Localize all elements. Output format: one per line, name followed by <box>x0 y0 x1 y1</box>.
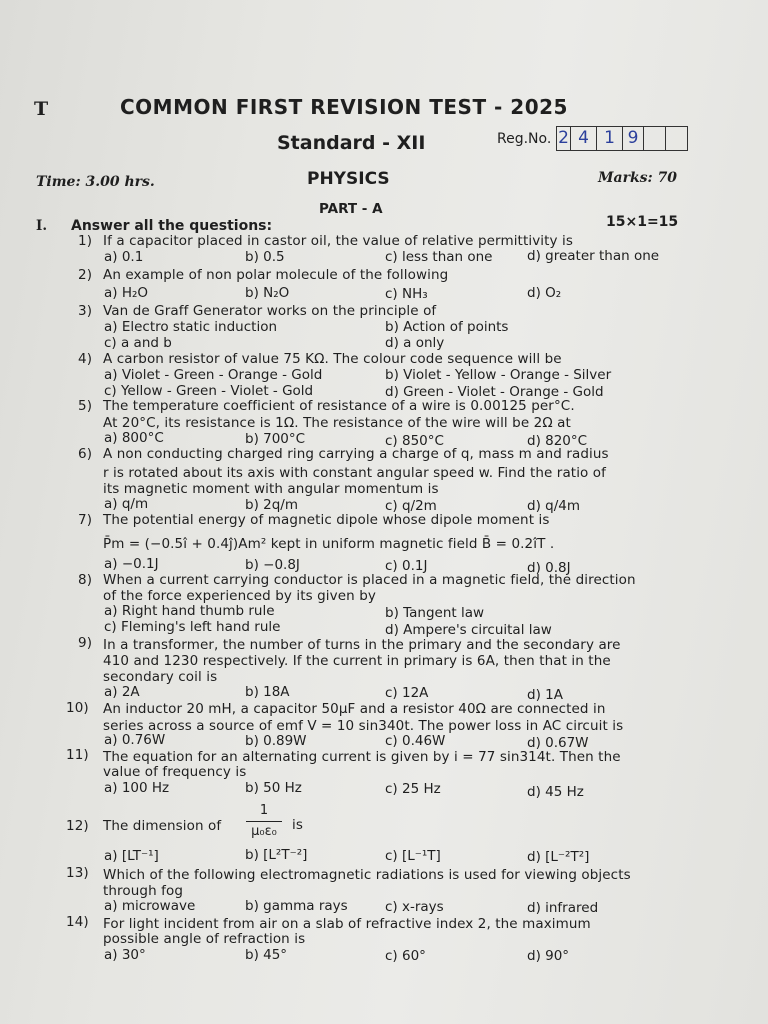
question-text: The dimension of <box>103 818 222 834</box>
option-d[interactable]: d) q/4m <box>527 498 580 514</box>
question-text: 410 and 1230 respectively. If the current in primary is 6A, then that in the <box>103 653 611 669</box>
option-d[interactable]: d) greater than one <box>527 248 660 264</box>
option-a[interactable]: a) [LT⁻¹] <box>104 848 159 864</box>
option-d[interactable]: d) 1A <box>527 687 563 703</box>
option-d[interactable]: d) 820°C <box>527 433 588 449</box>
option-a[interactable]: a) Violet - Green - Orange - Gold <box>104 367 323 383</box>
fraction-numerator: 1 <box>259 803 269 818</box>
option-d[interactable]: d) a only <box>385 335 445 351</box>
question-text: value of frequency is <box>103 764 247 780</box>
option-b[interactable]: b) 18A <box>245 684 290 700</box>
option-c[interactable]: c) 0.1J <box>385 558 428 574</box>
question-text: series across a source of emf V = 10 sin340t. The power loss in AC circuit is <box>103 718 624 734</box>
option-d[interactable]: d) 0.67W <box>527 735 589 751</box>
option-d[interactable]: d) Green - Violet - Orange - Gold <box>385 384 604 400</box>
option-b[interactable]: b) Violet - Yellow - Orange - Silver <box>385 367 612 383</box>
question-number: 10) <box>66 700 89 716</box>
question-text: P̄m = (−0.5î + 0.4ĵ)Am² kept in uniform magnetic field B̄ = 0.2îT . <box>103 536 555 552</box>
question-number: 6) <box>78 446 93 462</box>
question-text: The equation for an alternating current is given by i = 77 sin314t. Then the <box>103 749 621 765</box>
question-text: In a transformer, the number of turns in the primary and the secondary are <box>103 637 621 653</box>
option-c[interactable]: c) Fleming's left hand rule <box>104 619 281 635</box>
option-c[interactable]: c) x-rays <box>385 899 444 915</box>
option-b[interactable]: b) 700°C <box>245 431 306 447</box>
option-c[interactable]: c) 850°C <box>385 433 444 449</box>
option-c[interactable]: c) 12A <box>385 685 429 701</box>
reg-digit-box[interactable]: 9 <box>623 126 644 151</box>
question-text: of the force experienced by its given by <box>103 588 376 604</box>
question-number: 11) <box>66 747 89 763</box>
fraction-bar <box>246 821 282 822</box>
option-b[interactable]: b) 45° <box>245 947 288 963</box>
option-d[interactable]: d) 0.8J <box>527 560 571 576</box>
part-label: PART - A <box>319 201 383 217</box>
question-text: secondary coil is <box>103 669 218 685</box>
option-c[interactable]: c) Yellow - Green - Violet - Gold <box>104 383 314 399</box>
time-label: Time: 3.00 hrs. <box>36 174 155 190</box>
question-text: Van de Graff Generator works on the principle of <box>103 303 437 319</box>
option-d[interactable]: d) [L⁻²T²] <box>527 849 590 865</box>
section-instruction: Answer all the questions: <box>71 218 273 234</box>
option-c[interactable]: c) 60° <box>385 948 426 964</box>
option-d[interactable]: d) infrared <box>527 900 599 916</box>
option-a[interactable]: a) 0.76W <box>104 732 166 748</box>
question-text: A carbon resistor of value 75 KΩ. The colour code sequence will be <box>103 351 562 367</box>
question-text: r is rotated about its axis with constant angular speed w. Find the ratio of <box>103 465 607 481</box>
section-number: I. <box>36 218 48 234</box>
question-text: If a capacitor placed in castor oil, the value of relative permittivity is <box>103 233 573 249</box>
option-a[interactable]: a) microwave <box>104 898 196 914</box>
option-c[interactable]: c) [L⁻¹T] <box>385 848 441 864</box>
question-text: The temperature coefficient of resistance of a wire is 0.00125 per°C. <box>103 398 575 414</box>
option-c[interactable]: c) a and b <box>104 335 172 351</box>
fraction-denominator: μ₀ε₀ <box>251 824 277 839</box>
option-a[interactable]: a) 2A <box>104 684 140 700</box>
question-number: 12) <box>66 818 89 834</box>
question-text: possible angle of refraction is <box>103 931 306 947</box>
reg-digit-box[interactable]: 2 <box>556 126 571 151</box>
section-marks: 15×1=15 <box>606 214 679 230</box>
question-text: A non conducting charged ring carrying a charge of q, mass m and radius <box>103 446 609 462</box>
option-b[interactable]: b) −0.8J <box>245 557 300 573</box>
reg-digit-box[interactable] <box>644 126 666 151</box>
question-number: 1) <box>78 233 93 249</box>
standard-label: Standard - XII <box>277 132 426 154</box>
option-a[interactable]: a) 0.1 <box>104 249 144 265</box>
option-c[interactable]: c) less than one <box>385 249 493 265</box>
question-text: The potential energy of magnetic dipole whose dipole moment is <box>103 512 550 528</box>
option-c[interactable]: c) NH₃ <box>385 286 428 302</box>
option-b[interactable]: b) [L²T⁻²] <box>245 847 308 863</box>
question-number: 14) <box>66 914 89 930</box>
option-b[interactable]: b) Action of points <box>385 319 509 335</box>
option-a[interactable]: a) 100 Hz <box>104 780 170 796</box>
option-d[interactable]: d) 45 Hz <box>527 784 584 800</box>
subject-label: PHYSICS <box>307 169 390 189</box>
option-a[interactable]: a) q/m <box>104 496 149 512</box>
question-text: At 20°C, its resistance is 1Ω. The resistance of the wire will be 2Ω at <box>103 415 571 431</box>
option-a[interactable]: a) H₂O <box>104 285 149 301</box>
marks-label: Marks: 70 <box>598 170 678 186</box>
reg-digit-box[interactable]: 4 <box>571 126 597 151</box>
question-number: 2) <box>78 267 93 283</box>
option-b[interactable]: b) 0.89W <box>245 733 307 749</box>
option-c[interactable]: c) 0.46W <box>385 733 446 749</box>
option-a[interactable]: a) Right hand thumb rule <box>104 603 275 619</box>
question-text: An inductor 20 mH, a capacitor 50μF and a resistor 40Ω are connected in <box>103 701 606 717</box>
question-text: When a current carrying conductor is placed in a magnetic field, the direction <box>103 572 636 588</box>
option-a[interactable]: a) Electro static induction <box>104 319 278 335</box>
question-text: For light incident from air on a slab of refractive index 2, the maximum <box>103 916 591 932</box>
question-number: 13) <box>66 865 89 881</box>
option-c[interactable]: c) 25 Hz <box>385 781 441 797</box>
page-title: COMMON FIRST REVISION TEST - 2025 <box>120 95 568 119</box>
question-text: An example of non polar molecule of the following <box>103 267 449 283</box>
reg-digit-box[interactable]: 1 <box>597 126 623 151</box>
question-number: 4) <box>78 351 93 367</box>
question-number: 3) <box>78 303 93 319</box>
question-number: 9) <box>78 635 93 651</box>
reg-digit-box[interactable] <box>666 126 688 151</box>
option-b[interactable]: b) 50 Hz <box>245 780 302 796</box>
option-b[interactable]: b) gamma rays <box>245 898 348 914</box>
option-b[interactable]: b) Tangent law <box>385 605 485 621</box>
option-d[interactable]: d) 90° <box>527 948 570 964</box>
question-number: 5) <box>78 398 93 414</box>
question-number: 8) <box>78 572 93 588</box>
reg-no-label: Reg.No. <box>497 131 552 147</box>
question-text: Which of the following electromagnetic radiations is used for viewing objects <box>103 867 631 883</box>
option-b[interactable]: b) 0.5 <box>245 249 285 265</box>
option-a[interactable]: a) −0.1J <box>104 556 159 572</box>
option-a[interactable]: a) 800°C <box>104 430 164 446</box>
option-d[interactable]: d) O₂ <box>527 285 562 301</box>
question-text: its magnetic moment with angular momentum is <box>103 481 439 497</box>
option-b[interactable]: b) N₂O <box>245 285 290 301</box>
question-number: 7) <box>78 512 93 528</box>
option-d[interactable]: d) Ampere's circuital law <box>385 622 552 638</box>
option-b[interactable]: b) 2q/m <box>245 497 298 513</box>
series-letter: T <box>34 98 49 120</box>
question-text: is <box>292 817 303 833</box>
question-text: through fog <box>103 883 184 899</box>
option-a[interactable]: a) 30° <box>104 947 146 963</box>
option-c[interactable]: c) q/2m <box>385 498 437 514</box>
